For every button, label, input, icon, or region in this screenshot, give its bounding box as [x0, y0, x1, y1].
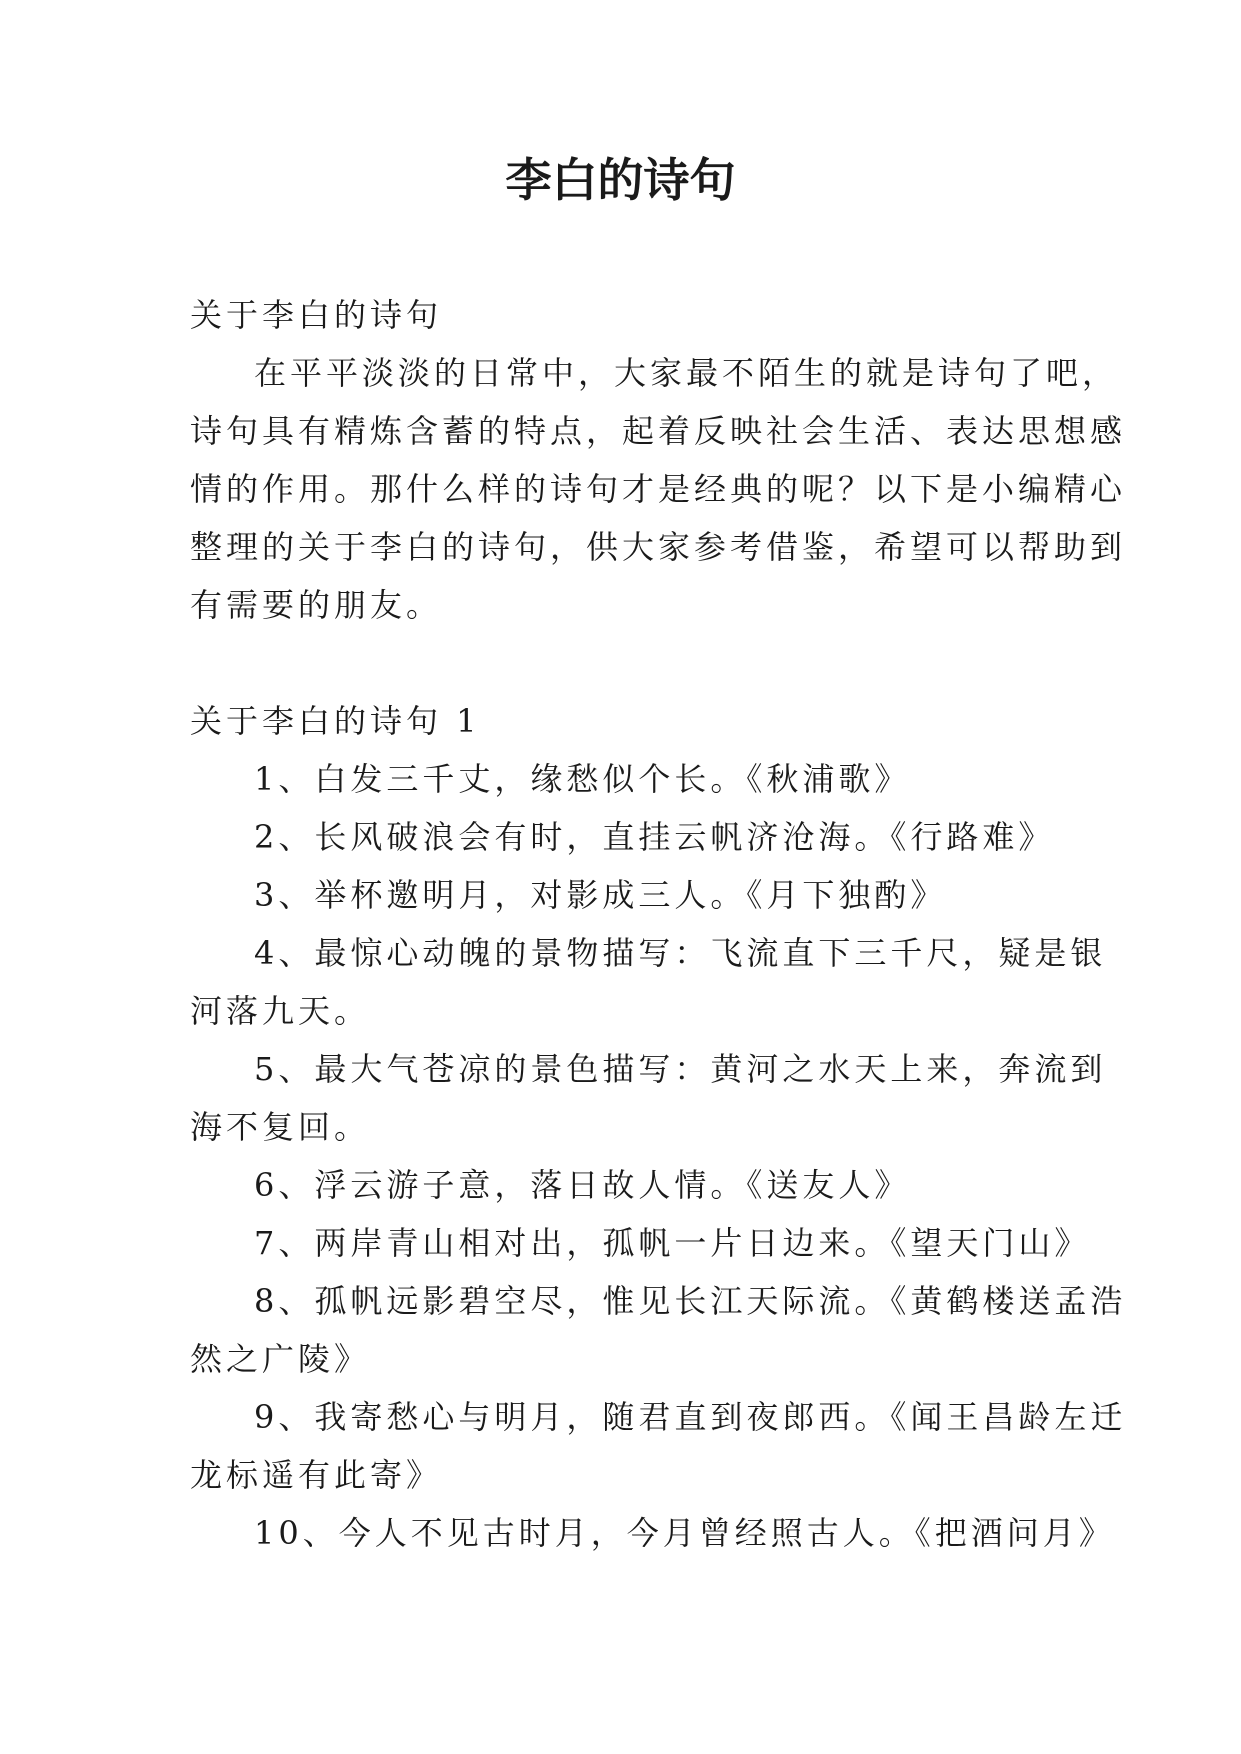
document-body [190, 286, 1127, 1562]
list-item-text: 2、长风破浪会有时，直挂云帆济沧海。《行路难》 [254, 818, 1055, 856]
list-item-text: 3、举杯邀明月，对影成三人。《月下独酌》 [254, 876, 947, 914]
list-item [190, 924, 1107, 1040]
list-item [190, 1214, 1091, 1272]
list-item-text: 6、浮云游子意，落日故人情。《送友人》 [254, 1166, 911, 1204]
list-item [190, 866, 1060, 924]
list-item [190, 750, 1060, 808]
intro-line: 诗句具有精炼含蓄的特点，起着反映社会生活、表达思想感 [190, 412, 1127, 450]
list-item-continuation: 然之广陵》 [190, 1340, 371, 1378]
intro-line: 情的作用。那什么样的诗句才是经典的呢？以下是小编精心 [190, 470, 1127, 508]
list-item [190, 808, 1060, 866]
section-heading: 关于李白的诗句 1 [190, 702, 481, 740]
list-item [190, 1272, 1127, 1388]
list-item-continuation: 龙标遥有此寄》 [190, 1456, 443, 1494]
intro-heading: 关于李白的诗句 [190, 296, 443, 334]
intro-paragraph [190, 344, 1127, 634]
page-title: 李白的诗句 [505, 153, 736, 207]
list-item-text: 8、孤帆远影碧空尽，惟见长江天际流。《黄鹤楼送孟浩 [254, 1282, 1127, 1320]
list-item-text: 5、最大气苍凉的景色描写：黄河之水天上来，奔流到 [254, 1050, 1107, 1088]
list-item [190, 1040, 1107, 1156]
list-item-text: 4、最惊心动魄的景物描写：飞流直下三千尺，疑是银 [254, 934, 1107, 972]
list-item-text: 7、两岸青山相对出，孤帆一片日边来。《望天门山》 [254, 1224, 1091, 1262]
list-item-continuation: 河落九天。 [190, 992, 371, 1030]
intro-line: 在平平淡淡的日常中，大家最不陌生的就是诗句了吧， [254, 354, 1119, 392]
list-item-text: 9、我寄愁心与明月，随君直到夜郎西。《闻王昌龄左迁 [254, 1398, 1127, 1436]
paragraph-gap [190, 634, 1060, 692]
intro-line: 整理的关于李白的诗句，供大家参考借鉴，希望可以帮助到 [190, 528, 1127, 566]
intro-line: 有需要的朋友。 [190, 586, 443, 624]
list-item [190, 1156, 1060, 1214]
list-item [190, 1504, 1115, 1562]
list-item-continuation: 海不复回。 [190, 1108, 371, 1146]
list-item-text: 10、今人不见古时月，今月曾经照古人。《把酒问月》 [254, 1514, 1115, 1552]
list-item-text: 1、白发三千丈，缘愁似个长。《秋浦歌》 [254, 760, 911, 798]
list-item [190, 1388, 1127, 1504]
poem-list [190, 750, 1127, 1562]
